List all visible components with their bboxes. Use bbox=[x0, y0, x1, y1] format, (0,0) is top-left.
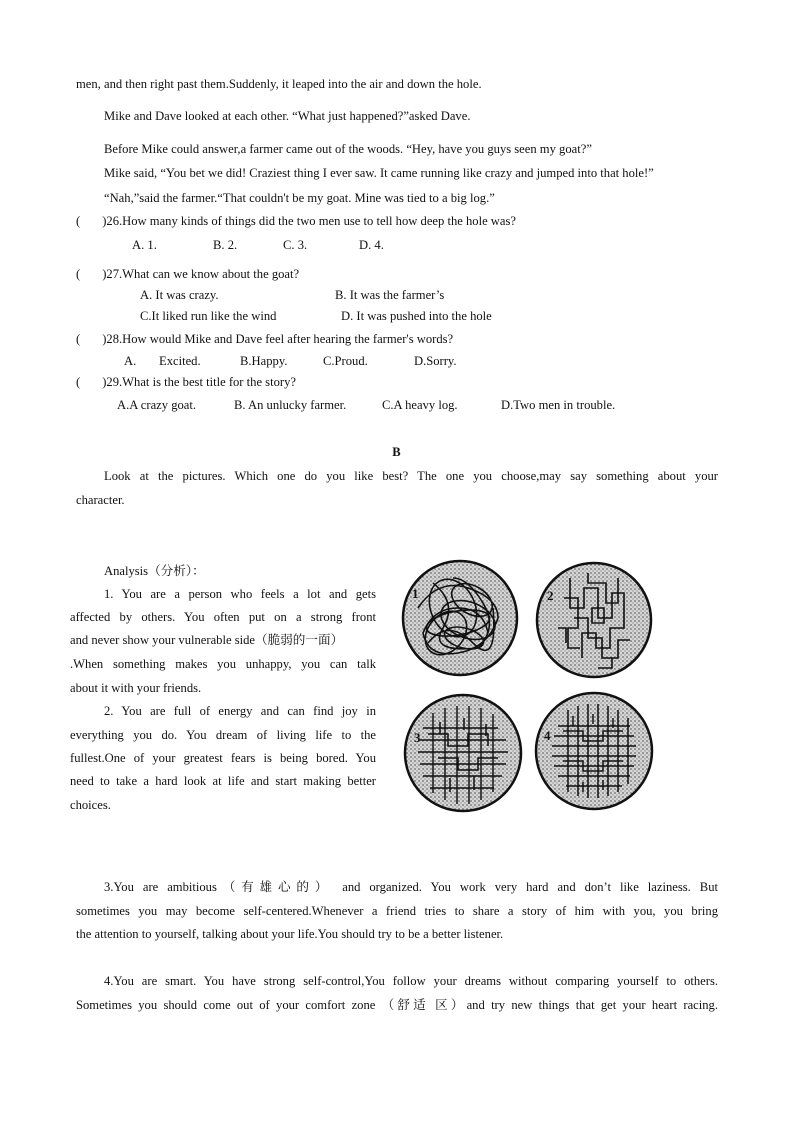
question-stem: 27.What can we know about the goat? bbox=[106, 267, 300, 281]
option-29-a: A.A crazy goat. bbox=[117, 398, 197, 412]
figure-label-1: 1 bbox=[412, 586, 419, 601]
analysis-item-2-line-5: choices. bbox=[70, 798, 111, 812]
question-28 bbox=[76, 331, 453, 347]
analysis-item-2-line-2: everything you do. You dream of living life to the bbox=[70, 728, 376, 742]
option-29-d: D.Two men in trouble. bbox=[501, 398, 616, 412]
question-stem: 28.How would Mike and Dave feel after hearing the farmer's words? bbox=[106, 332, 454, 346]
analysis-item-2-line-4: need to take a hard look at life and start making better bbox=[70, 774, 376, 788]
scribble-option-1[interactable] bbox=[403, 561, 517, 675]
option-28-c: C.Proud. bbox=[323, 354, 368, 368]
scribble-option-4[interactable] bbox=[536, 693, 652, 809]
answer-paren-close: ) bbox=[102, 267, 107, 281]
passage-line-1: men, and then right past them.Suddenly, it leaped into the air and down the hole. bbox=[76, 77, 482, 91]
option-29-c: C.A heavy log. bbox=[382, 398, 458, 412]
scribble-option-3[interactable] bbox=[405, 695, 521, 811]
passage-line-5: “Nah,”said the farmer.“That couldn't be my goat. Mine was tied to a big log.” bbox=[104, 191, 495, 205]
answer-paren-open: ( bbox=[76, 375, 81, 389]
analysis-item-4-line-1: 4.You are smart. You have strong self-control,You follow your dreams without comparing yourself to others. bbox=[104, 974, 718, 988]
question-27 bbox=[76, 266, 299, 282]
figure-label-3: 3 bbox=[414, 730, 421, 745]
analysis-item-3-line-1: 3.You are ambitious（有雄心的） and organized. You work very hard and don’t like laziness. But bbox=[104, 880, 718, 894]
passage-line-3: Before Mike could answer,a farmer came out of the woods. “Hey, have you guys seen my goat?” bbox=[104, 142, 592, 156]
option-28-a-letter: A. bbox=[124, 354, 137, 368]
analysis-title: Analysis（分析）： bbox=[104, 564, 205, 578]
answer-paren-open: ( bbox=[76, 267, 81, 281]
question-stem: 26.How many kinds of things did the two men use to tell how deep the hole was? bbox=[106, 214, 516, 228]
passage-line-2: Mike and Dave looked at each other. “What just happened?”asked Dave. bbox=[104, 109, 471, 123]
question-26 bbox=[76, 213, 516, 229]
option-26-c: C. 3. bbox=[283, 238, 308, 252]
section-b-intro-line-1: Look at the pictures. Which one do you like best? The one you choose,may say something about your bbox=[104, 469, 718, 483]
analysis-item-3-line-2: sometimes you may become self-centered.Whenever a friend tries to share a story of him with you, you bring bbox=[76, 904, 718, 918]
answer-paren-close: ) bbox=[102, 332, 107, 346]
figure-label-2: 2 bbox=[547, 588, 554, 603]
scribble-option-2[interactable] bbox=[537, 563, 651, 677]
option-27-a: A. It was crazy. bbox=[140, 288, 219, 302]
analysis-item-3-line-3: the attention to yourself, talking about your life.You should try to be a better listener. bbox=[76, 927, 504, 941]
figure-label-4: 4 bbox=[544, 728, 551, 743]
option-26-a: A. 1. bbox=[132, 238, 157, 252]
passage-line-4: Mike said, “You bet we did! Craziest thing I ever saw. It came running like crazy and jumped into that hole!” bbox=[104, 166, 654, 180]
option-28-a-text: Excited. bbox=[159, 354, 201, 368]
analysis-item-1-line-5: about it with your friends. bbox=[70, 681, 202, 695]
option-26-d: D. 4. bbox=[359, 238, 384, 252]
answer-paren-close: ) bbox=[102, 375, 107, 389]
analysis-item-1-line-2: affected by others. You often put on a strong front bbox=[70, 610, 376, 624]
analysis-item-2-line-3: fullest.One of your greatest fears is being bored. You bbox=[70, 751, 376, 765]
answer-paren-open: ( bbox=[76, 214, 81, 228]
option-27-d: D. It was pushed into the hole bbox=[341, 309, 492, 323]
analysis-item-1-line-3: and never show your vulnerable side（脆弱的一面） bbox=[70, 633, 344, 647]
answer-paren-close: ) bbox=[102, 214, 107, 228]
option-27-b: B. It was the farmer’s bbox=[335, 288, 445, 302]
section-heading: B bbox=[392, 445, 401, 459]
option-26-b: B. 2. bbox=[213, 238, 238, 252]
personality-scribble-figure bbox=[398, 548, 662, 848]
analysis-item-1-line-1: 1. You are a person who feels a lot and gets bbox=[104, 587, 376, 601]
option-29-b: B. An unlucky farmer. bbox=[234, 398, 347, 412]
option-27-c: C.It liked run like the wind bbox=[140, 309, 277, 323]
section-b-intro-line-2: character. bbox=[76, 493, 125, 507]
option-28-d: D.Sorry. bbox=[414, 354, 457, 368]
question-stem: 29.What is the best title for the story? bbox=[106, 375, 296, 389]
option-28-b: B.Happy. bbox=[240, 354, 288, 368]
analysis-item-2-line-1: 2. You are full of energy and can find joy in bbox=[104, 704, 376, 718]
question-29 bbox=[76, 374, 296, 390]
answer-paren-open: ( bbox=[76, 332, 81, 346]
analysis-item-1-line-4: .When something makes you unhappy, you can talk bbox=[70, 657, 376, 671]
analysis-item-4-line-2: Sometimes you should come out of your comfort zone （舒适 区）and try new things that get your heart racing. bbox=[76, 998, 718, 1012]
